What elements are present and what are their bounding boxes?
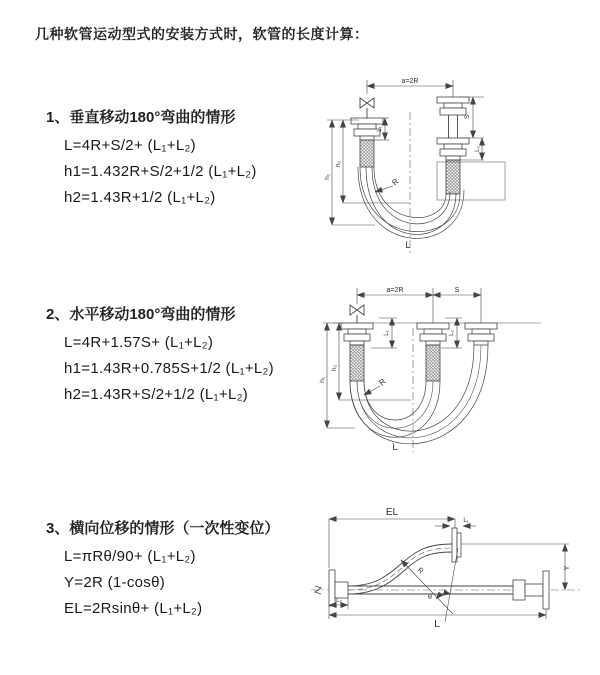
section-2 [46, 303, 346, 413]
diagram-vertical-180-bend [313, 72, 585, 267]
valve-icon [360, 98, 374, 118]
left-fitting [341, 323, 373, 381]
braided-hose-left [360, 140, 374, 167]
braided-hose-left [350, 345, 364, 381]
dim-label-l1: L₁ [377, 126, 383, 132]
dim-label-l2: L₂ [449, 330, 455, 336]
dim-label-y: Y [564, 565, 571, 571]
valve-icon [350, 305, 364, 323]
section-2-heading: 2、水平移动180°弯曲的情形 [46, 306, 236, 323]
s-curve-hose [348, 528, 461, 594]
section-3-formula-l: L=πRθ/90+ (L₁+L₂) [64, 548, 196, 565]
dim-a2r-s [357, 287, 481, 323]
dim-l2 [441, 318, 462, 348]
dim-label-a2r: a=2R [401, 78, 419, 85]
dim-a2r [367, 78, 453, 97]
dim-el [329, 507, 455, 568]
section-3 [46, 517, 346, 627]
section-3-formula-el: EL=2Rsinθ+ (L₁+L₂) [64, 600, 203, 617]
dim-label-h1: h₁ [319, 377, 326, 383]
dim-l [329, 606, 546, 630]
dim-label-h1: h₁ [324, 174, 331, 180]
dim-label-l2: L₂ [475, 146, 481, 152]
length-label: L [392, 442, 398, 452]
dim-label-s: S [454, 287, 460, 294]
radius-leader [375, 177, 401, 192]
section-3-formula-y: Y=2R (1-cosθ) [64, 574, 166, 591]
radius-label: R [377, 376, 388, 388]
dim-label-l: L [434, 619, 440, 630]
dim-label-el: EL [385, 507, 399, 518]
section-2-formula-h1: h1=1.43R+0.785S+1/2 (L₁+L₂) [64, 360, 274, 377]
page-title: 几种软管运动型式的安装方式时，软管的长度计算： [35, 26, 369, 42]
radius-label: R [390, 176, 401, 188]
dim-label-h2: h₂ [335, 160, 342, 168]
dim-label-l2: L₂ [336, 598, 342, 604]
dim-label-l1: L₁ [463, 518, 469, 524]
section-2-formula-h2: h2=1.43R+S/2+1/2 (L₁+L₂) [64, 386, 249, 403]
section-1 [46, 106, 346, 216]
braided-hose-middle [426, 345, 440, 381]
length-label: L [405, 240, 411, 250]
diagram-horizontal-180-bend [313, 278, 585, 460]
dim-label-h2: h₂ [331, 364, 338, 372]
right-fitting [437, 97, 505, 200]
radius-label: R [415, 566, 425, 576]
dim-label-a2r: a=2R [386, 287, 404, 294]
dim-l1 [371, 318, 397, 348]
section-1-formula-h1: h1=1.432R+S/2+1/2 (L₁+L₂) [64, 163, 257, 180]
section-1-formula-h2: h2=1.43R+1/2 (L₁+L₂) [64, 189, 216, 206]
middle-fitting [417, 323, 449, 381]
radius-angle [401, 548, 458, 622]
right-fitting [465, 323, 497, 345]
angle-label: θ [428, 594, 432, 601]
hose-u-bend [350, 345, 488, 444]
radius-leader [364, 377, 388, 395]
left-fitting [351, 118, 383, 167]
section-3-heading: 3、横向位移的情形（一次性变位） [46, 520, 280, 537]
section-1-formula-l: L=4R+S/2+ (L₁+L₂) [64, 137, 196, 154]
section-2-formula-l: L=4R+1.57S+ (L₁+L₂) [64, 334, 214, 351]
section-1-heading: 1、垂直移动180°弯曲的情形 [46, 109, 236, 126]
braided-hose-right [446, 160, 460, 194]
dim-label-l1: L₁ [384, 330, 390, 336]
diagram-lateral-displacement [303, 502, 598, 642]
dim-label-s: S [464, 114, 471, 120]
